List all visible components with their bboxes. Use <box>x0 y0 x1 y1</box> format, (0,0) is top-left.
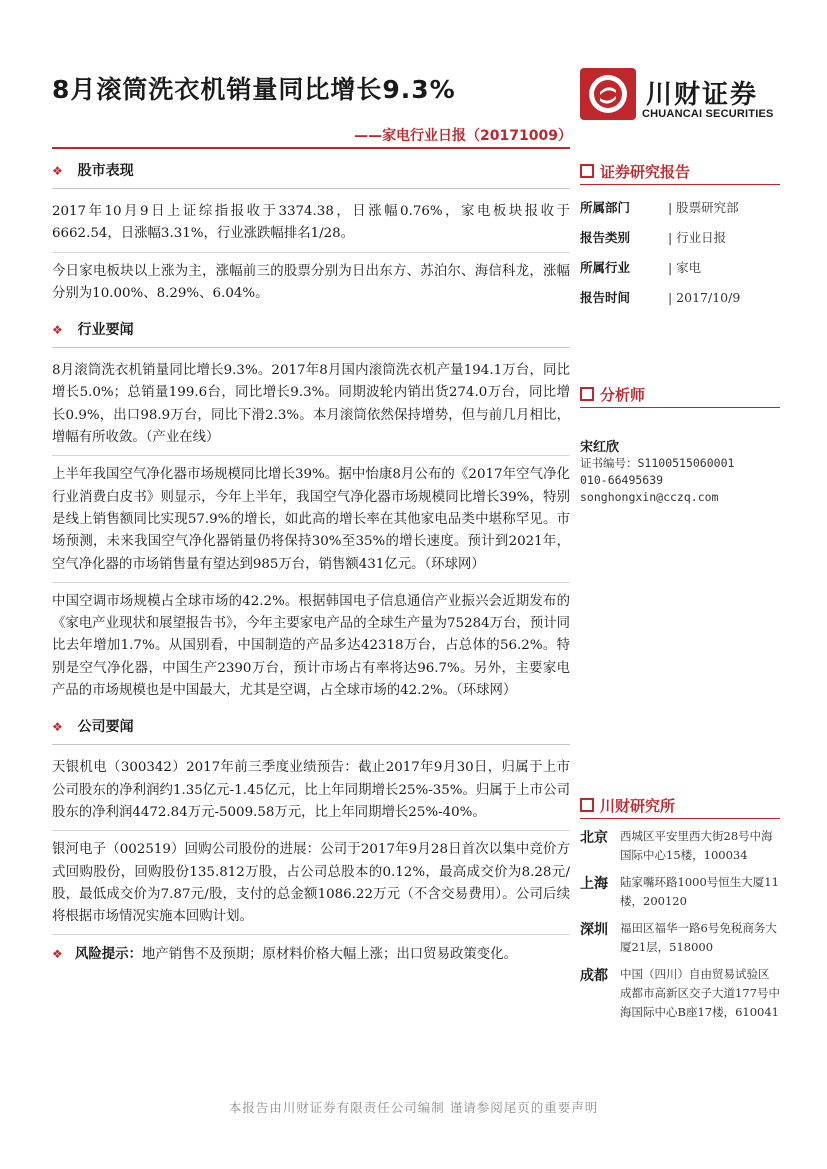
logo-mark-icon <box>580 68 636 120</box>
info-row <box>580 253 780 283</box>
main-content <box>52 160 570 966</box>
info-row <box>580 283 780 313</box>
office-city: 深圳 <box>580 922 608 938</box>
sidebar <box>580 160 780 1030</box>
analyst-email[interactable]: songhongxin@cczq.com <box>580 490 719 504</box>
risk-warning <box>52 943 570 966</box>
office-entry <box>580 873 780 911</box>
header-divider <box>52 147 570 149</box>
paragraph: 中国空调市场规模占全球市场的42.2%。根据韩国电子信息通信产业振兴会近期发布的《家电产业现状和展望报告书》，今年主要家电产品的全球生产量为75284万台，预计同比去年增加1.7%。从国别看，中国制造的产品多达42318万台，占总体的56.2%。特别是空气净化器，中国生产2390万台，预计市场占有率将达96.7%。另外，主要家电产品的市场规模也是中国最大，尤其是空调，占全球市场的42.2%。（环球网） <box>52 593 570 699</box>
office-entry <box>580 919 780 957</box>
section-heading-industry: ❖ 行业要闻 <box>52 322 134 339</box>
spacer <box>580 506 780 794</box>
info-key: 所属部门 <box>580 200 631 215</box>
logo-english-name: CHUANCAI SECURITIES <box>642 108 774 120</box>
section-heading-market: ❖ 股市表现 <box>52 163 134 179</box>
report-title: 8月滚筒洗衣机销量同比增长9.3% <box>52 75 456 104</box>
company-logo <box>580 68 780 128</box>
spacer <box>580 313 780 383</box>
footer-disclaimer: 本报告由川财证券有限责任公司编制 谨请参阅尾页的重要声明 <box>228 1100 599 1115</box>
office-address: 中国（四川）自由贸易试验区成都市高新区交子大道177号中海国际中心B座17楼，610041 <box>620 967 780 1019</box>
paragraph: 今日家电板块以上涨为主，涨幅前三的股票分别为日出东方、苏泊尔、海信科龙，涨幅分别为10.00%、8.29%、6.04%。 <box>52 263 570 301</box>
office-entry <box>580 965 780 1022</box>
info-key: 所属行业 <box>580 260 631 275</box>
paragraph: 天银机电（300342）2017年前三季度业绩预告：截止2017年9月30日，归属于上市公司股东的净利润约1.35亿元-1.45亿元，比上年同期增长25%-35%。归属于上市公司股东的净利润4472.84万元-5009.58万元，比上年同期增长25%-40%。 <box>52 757 570 831</box>
paragraph: 上半年我国空气净化器市场规模同比增长39%。据中怡康8月公布的《2017年空气净化行业消费白皮书》则显示，今年上半年，我国空气净化器市场规模同比增长39%，特别是线上销售额同比实现57.9%的增长，如此高的增长率在其他家电品类中堪称罕见。市场预测，未来我国空气净化器销量仍将保持30%至35%的增长速度。预计到2021年，空气净化器的市场销售量有望达到985万台，销售额431亿元。（环球网） <box>52 464 570 582</box>
office-address: 西城区平安里西大街28号中海国际中心15楼，100034 <box>620 829 773 862</box>
office-entry <box>580 827 780 865</box>
square-bullet-icon <box>580 798 594 812</box>
info-row <box>580 223 780 253</box>
info-row <box>580 193 780 223</box>
sidebar-heading-analyst: 分析师 <box>580 383 780 408</box>
square-bullet-icon <box>580 387 594 401</box>
diamond-bullet-icon: ❖ <box>52 323 63 338</box>
office-city: 成都 <box>580 968 608 984</box>
risk-label: 风险提示： <box>75 947 142 963</box>
report-subtitle: ——家电行业日报（20171009） <box>354 128 572 144</box>
info-key: 报告类别 <box>580 230 631 245</box>
sidebar-heading-report: 证券研究报告 <box>580 160 780 185</box>
section-divider <box>52 744 570 745</box>
info-value: | 2017/10/9 <box>668 290 741 305</box>
info-value: | 行业日报 <box>668 230 727 245</box>
office-city: 上海 <box>580 876 608 892</box>
info-key: 报告时间 <box>580 290 631 305</box>
diamond-bullet-icon: ❖ <box>52 947 63 962</box>
diamond-bullet-icon: ❖ <box>52 720 63 735</box>
office-address: 陆家嘴环路1000号恒生大厦11楼，200120 <box>620 875 779 908</box>
paragraph: 银河电子（002519）回购公司股份的进展：公司于2017年9月28日首次以集中竞价方式回购股份，回购股份135.812万股，占公司总股本的0.12%，最高成交价为8.28元/股，最低成交价为7.87元/股，支付的总金额1086.22万元（不含交易费用）。公司后续将根据市场情况实施本回购计划。 <box>52 839 570 935</box>
sidebar-heading-institute: 川财研究所 <box>580 794 780 819</box>
office-city: 北京 <box>580 830 608 846</box>
info-value: | 股票研究部 <box>668 200 739 215</box>
risk-text: 地产销售不及预期；原材料价格大幅上涨；出口贸易政策变化。 <box>141 947 517 963</box>
square-bullet-icon <box>580 164 594 178</box>
analyst-phone: 010-66495639 <box>580 473 664 487</box>
paragraph: 2017年10月9日上证综指报收于3374.38，日涨幅0.76%，家电板块报收于6662.54，日涨幅3.31%，行业涨跌幅排名1/28。 <box>52 201 570 253</box>
info-value: | 家电 <box>668 260 702 275</box>
section-divider <box>52 188 570 189</box>
section-divider <box>52 347 570 348</box>
office-address: 福田区福华一路6号免税商务大厦21层，518000 <box>620 921 777 954</box>
analyst-cert: 证书编号：S1100515060001 <box>580 456 735 470</box>
diamond-bullet-icon: ❖ <box>52 164 63 178</box>
analyst-name: 宋红欣 <box>580 440 620 455</box>
logo-chinese-name: 川财证券 <box>646 80 759 110</box>
paragraph: 8月滚筒洗衣机销量同比增长9.3%。2017年8月国内滚筒洗衣机产量194.1万台，同比增长5.0%；总销量199.6台，同比增长9.3%。同期波轮内销出货274.0万台，同比增长0.9%，出口98.9万台，同比下滑2.3%。本月滚筒依然保持增势，但与前几月相比，增幅有所收敛。（产业在线） <box>52 360 570 456</box>
section-heading-company: ❖ 公司要闻 <box>52 719 134 736</box>
spacer <box>580 416 780 426</box>
